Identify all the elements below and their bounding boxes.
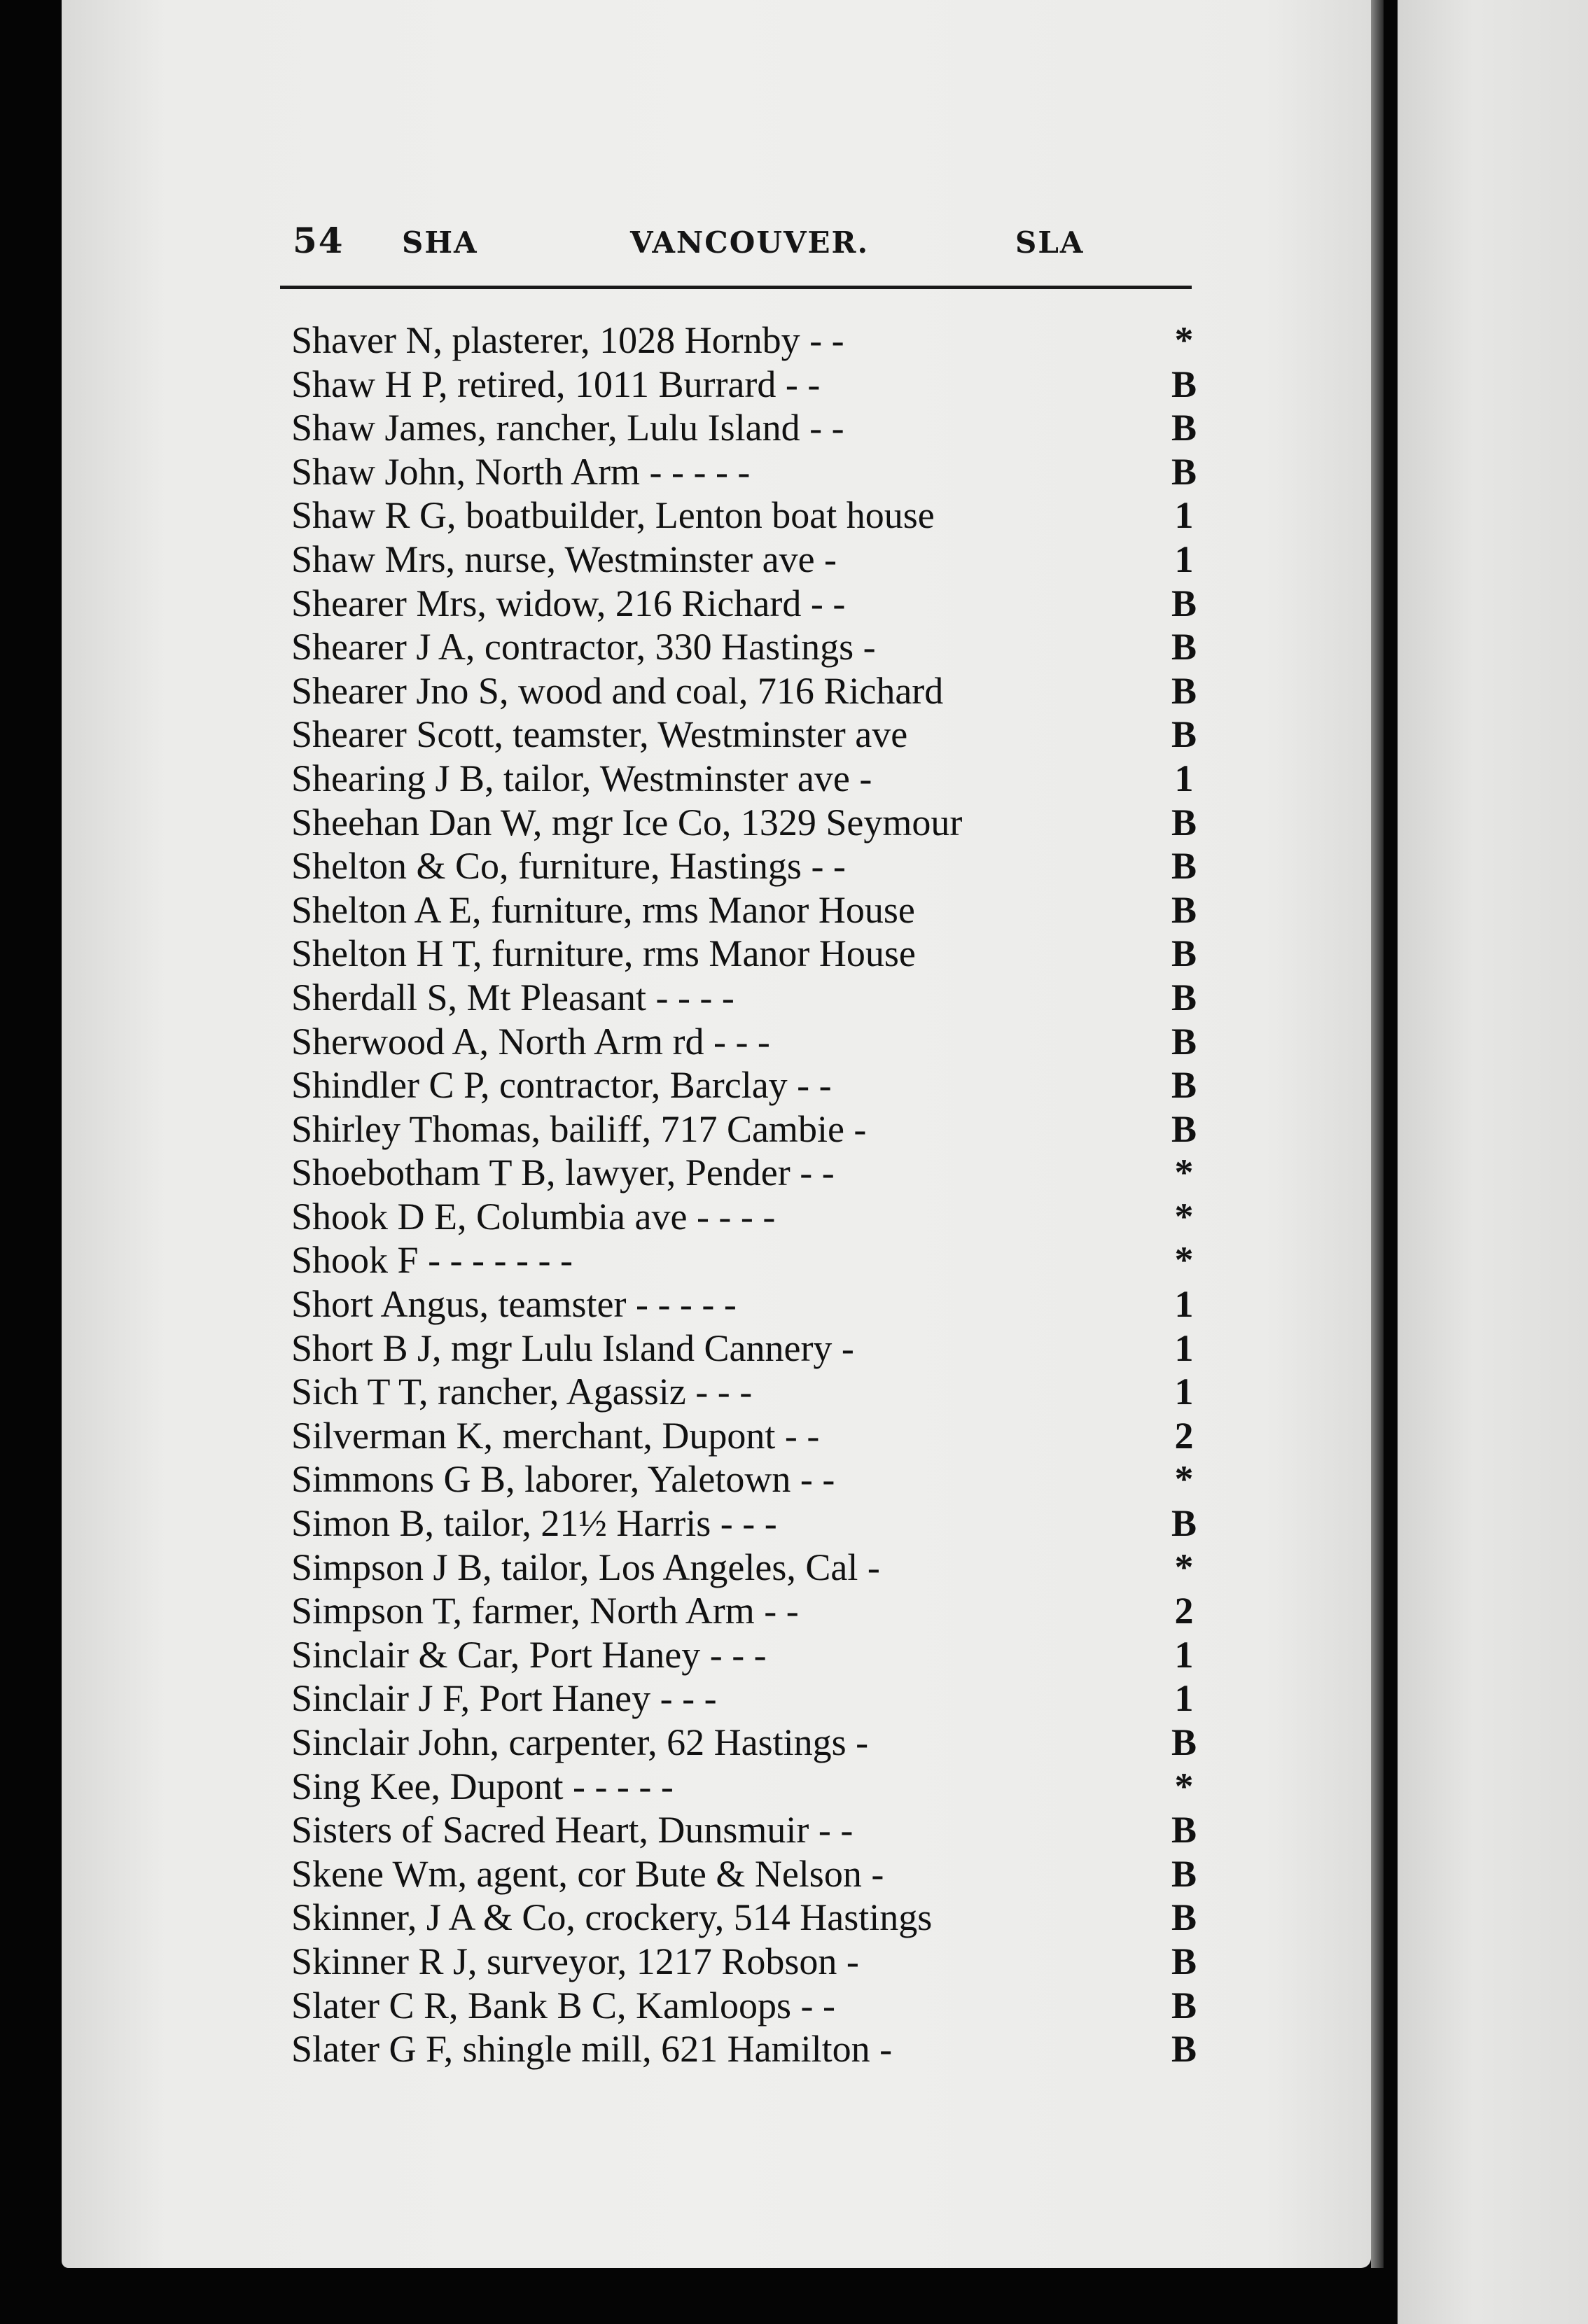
directory-entry xyxy=(291,1633,1202,1677)
entry-code: B xyxy=(1171,582,1197,624)
directory-entry xyxy=(291,1721,1202,1765)
entry-text: Shoebotham T B, lawyer, Pender - - xyxy=(291,1152,835,1194)
entry-text: Shaw R G, boatbuilder, Lenton boat house xyxy=(291,494,935,537)
entry-code: B xyxy=(1171,1721,1197,1763)
entry-code: 1 xyxy=(1174,1371,1194,1413)
directory-entry xyxy=(291,888,1202,932)
entry-text: Sisters of Sacred Heart, Dunsmuir - - xyxy=(291,1809,854,1851)
entry-text: Shearing J B, tailor, Westminster ave - xyxy=(291,757,872,799)
entry-text: Simpson T, farmer, North Arm - - xyxy=(291,1590,799,1632)
entry-text: Sinclair & Car, Port Haney - - - xyxy=(291,1633,767,1676)
entry-code: B xyxy=(1171,407,1197,449)
directory-entry xyxy=(291,932,1202,976)
entry-text: Shaw John, North Arm - - - - - xyxy=(291,450,751,493)
entry-code: B xyxy=(1171,363,1197,405)
entry-code: B xyxy=(1171,932,1197,975)
entry-code: B xyxy=(1171,1020,1197,1063)
directory-entry xyxy=(291,976,1202,1020)
directory-entry xyxy=(291,801,1202,845)
entry-text: Sherdall S, Mt Pleasant - - - - xyxy=(291,976,734,1018)
directory-entry xyxy=(291,2027,1202,2071)
entry-code: 1 xyxy=(1174,538,1194,580)
entry-code: B xyxy=(1171,1896,1197,1939)
entry-code: B xyxy=(1171,1940,1197,1982)
entry-text: Shelton & Co, furniture, Hastings - - xyxy=(291,845,846,888)
directory-entry xyxy=(291,318,1202,363)
entry-text: Shearer Mrs, widow, 216 Richard - - xyxy=(291,582,846,624)
directory-entry xyxy=(291,538,1202,582)
entry-text: Sing Kee, Dupont - - - - - xyxy=(291,1765,674,1807)
entry-code: * xyxy=(1174,1195,1194,1238)
entry-code: 1 xyxy=(1174,1326,1194,1369)
directory-entry xyxy=(291,1589,1202,1633)
entry-text: Skinner R J, surveyor, 1217 Robson - xyxy=(291,1940,859,1982)
entry-text: Shearer Scott, teamster, Westminster ave xyxy=(291,713,908,756)
entry-code: 1 xyxy=(1174,1633,1194,1676)
directory-entry xyxy=(291,625,1202,669)
entry-code: B xyxy=(1171,845,1197,888)
entry-code: * xyxy=(1174,1458,1194,1501)
entry-code: B xyxy=(1171,976,1197,1018)
entry-text: Shook D E, Columbia ave - - - - xyxy=(291,1195,776,1238)
page-number: 54 xyxy=(293,220,344,261)
entry-code: B xyxy=(1171,2028,1197,2071)
entry-text: Skene Wm, agent, cor Bute & Nelson - xyxy=(291,1852,884,1895)
entry-code: * xyxy=(1174,1765,1194,1807)
directory-entry xyxy=(291,1282,1202,1326)
directory-entry xyxy=(291,1676,1202,1721)
directory-entry xyxy=(291,1020,1202,1064)
entry-text: Slater G F, shingle mill, 621 Hamilton - xyxy=(291,2028,893,2071)
directory-entry xyxy=(291,1546,1202,1590)
entry-text: Shindler C P, contractor, Barclay - - xyxy=(291,1064,832,1107)
header-right-guide-word: SLA xyxy=(1015,225,1085,260)
entry-code: * xyxy=(1174,1152,1194,1194)
entry-text: Short Angus, teamster - - - - - xyxy=(291,1283,737,1326)
page-header xyxy=(293,217,1189,273)
directory-entry xyxy=(291,844,1202,888)
entry-text: Shearer J A, contractor, 330 Hastings - xyxy=(291,626,876,668)
entry-code: B xyxy=(1171,1064,1197,1107)
directory-entry xyxy=(291,713,1202,757)
directory-entry xyxy=(291,493,1202,538)
header-rule xyxy=(280,286,1192,289)
entry-code: 2 xyxy=(1174,1414,1194,1457)
entry-text: Sich T T, rancher, Agassiz - - - xyxy=(291,1371,753,1413)
directory-entry xyxy=(291,1852,1202,1896)
directory-entry xyxy=(291,1896,1202,1940)
entry-code: * xyxy=(1174,1239,1194,1282)
directory-entry xyxy=(291,363,1202,407)
entry-code: B xyxy=(1171,1984,1197,2026)
entry-text: Shelton H T, furniture, rms Manor House xyxy=(291,932,916,975)
directory-entry xyxy=(291,1765,1202,1809)
directory-entry xyxy=(291,1326,1202,1371)
entry-text: Short B J, mgr Lulu Island Cannery - xyxy=(291,1326,854,1369)
entry-text: Shaw Mrs, nurse, Westminster ave - xyxy=(291,538,837,580)
entry-code: B xyxy=(1171,1852,1197,1895)
entry-text: Shaver N, plasterer, 1028 Hornby - - xyxy=(291,319,844,361)
directory-entry xyxy=(291,1063,1202,1107)
entry-code: B xyxy=(1171,801,1197,844)
page-fold-shadow xyxy=(1371,0,1384,2268)
directory-entry xyxy=(291,1370,1202,1414)
entry-code: * xyxy=(1174,1546,1194,1588)
entry-text: Simpson J B, tailor, Los Angeles, Cal - xyxy=(291,1546,880,1588)
entry-code: B xyxy=(1171,888,1197,931)
entry-code: B xyxy=(1171,1809,1197,1851)
entry-code: B xyxy=(1171,626,1197,668)
entry-text: Shaw James, rancher, Lulu Island - - xyxy=(291,407,844,449)
header-title: VANCOUVER. xyxy=(630,225,870,260)
entry-text: Simon B, tailor, 21½ Harris - - - xyxy=(291,1502,777,1545)
entry-code: B xyxy=(1171,450,1197,493)
directory-entry xyxy=(291,1195,1202,1239)
entry-text: Shaw H P, retired, 1011 Burrard - - xyxy=(291,363,821,405)
entry-text: Sheehan Dan W, mgr Ice Co, 1329 Seymour xyxy=(291,801,963,844)
entry-text: Sherwood A, North Arm rd - - - xyxy=(291,1020,770,1063)
header-left-guide-word: SHA xyxy=(402,225,478,260)
entry-text: Shook F - - - - - - - xyxy=(291,1239,573,1282)
entry-text: Slater C R, Bank B C, Kamloops - - xyxy=(291,1984,835,2026)
directory-entry xyxy=(291,1502,1202,1546)
entry-text: Shearer Jno S, wood and coal, 716 Richard xyxy=(291,669,944,712)
directory-entry xyxy=(291,1808,1202,1852)
entry-text: Sinclair John, carpenter, 62 Hastings - xyxy=(291,1721,869,1763)
directory-entry xyxy=(291,669,1202,713)
directory-entry xyxy=(291,1457,1202,1502)
entry-code: 2 xyxy=(1174,1590,1194,1632)
entry-text: Shelton A E, furniture, rms Manor House xyxy=(291,888,915,931)
directory-entry xyxy=(291,1107,1202,1152)
entry-text: Simmons G B, laborer, Yaletown - - xyxy=(291,1458,835,1501)
directory-entry xyxy=(291,1238,1202,1282)
entry-text: Sinclair J F, Port Haney - - - xyxy=(291,1677,717,1720)
entry-code: 1 xyxy=(1174,1283,1194,1326)
entry-code: 1 xyxy=(1174,494,1194,537)
directory-entry xyxy=(291,1414,1202,1458)
entry-code: B xyxy=(1171,669,1197,712)
directory-entry xyxy=(291,1984,1202,2028)
entry-code: B xyxy=(1171,1502,1197,1545)
entry-code: * xyxy=(1174,319,1194,361)
directory-entry xyxy=(291,406,1202,450)
directory-entry xyxy=(291,450,1202,494)
directory-entry xyxy=(291,1151,1202,1195)
entry-code: 1 xyxy=(1174,757,1194,799)
directory-entry xyxy=(291,757,1202,801)
entry-text: Silverman K, merchant, Dupont - - xyxy=(291,1414,820,1457)
entry-text: Shirley Thomas, bailiff, 717 Cambie - xyxy=(291,1107,867,1150)
directory-entry xyxy=(291,582,1202,626)
entry-code: B xyxy=(1171,1107,1197,1150)
directory-entry xyxy=(291,1940,1202,1984)
adjacent-page-edge xyxy=(1398,0,1588,2324)
entry-text: Skinner, J A & Co, crockery, 514 Hastings xyxy=(291,1896,933,1939)
entry-code: B xyxy=(1171,713,1197,756)
entry-code: 1 xyxy=(1174,1677,1194,1720)
directory-entry-list xyxy=(291,318,1202,2071)
